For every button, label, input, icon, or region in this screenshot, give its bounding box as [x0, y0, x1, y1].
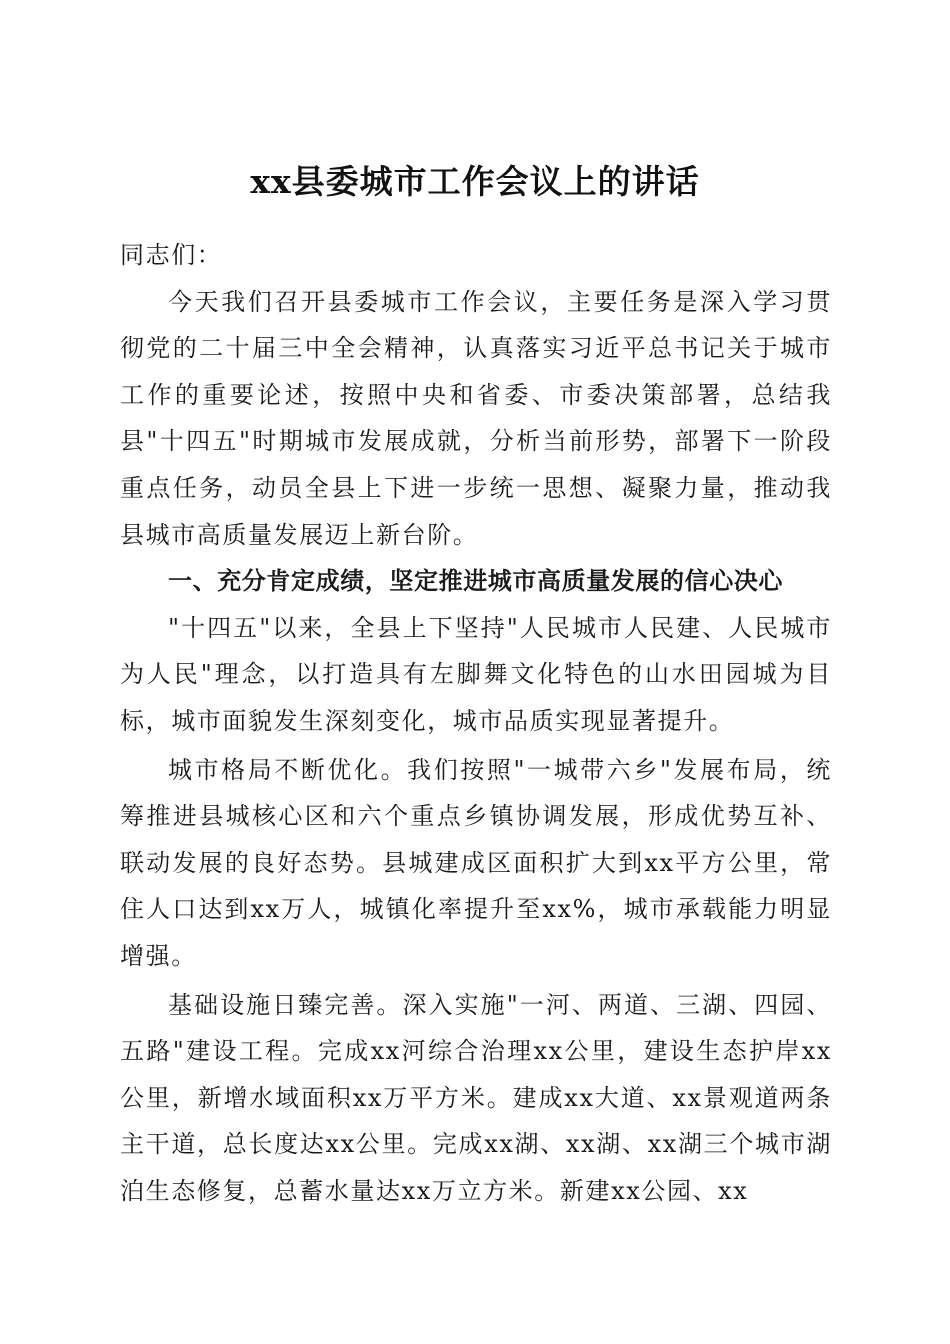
section-heading: 一、充分肯定成绩，坚定推进城市高质量发展的信心决心: [168, 567, 783, 596]
section-paragraph: 基础设施日臻完善。深入实施"一河、两道、三湖、四园、五路"建设工程。完成xx河综合治理xx公里，建设生态护岸xx公里，新增水域面积xx万平方米。建成xx大道、xx景观道两条主干道，总长度达xx公里。完成xx湖、xx湖、xx湖三个城市湖泊生态修复，总蓄水量达xx万立方米。新建xx公园、xx: [120, 990, 832, 1205]
salutation: 同志们：: [120, 241, 223, 269]
intro-paragraph: 今天我们召开县委城市工作会议，主要任务是深入学习贯彻党的二十届三中全会精神，认真落实习近平总书记关于城市工作的重要论述，按照中央和省委、市委决策部署，总结我县"十四五"时期城市发展成就，分析当前形势，部署下一阶段重点任务，动员全县上下进一步统一思想、凝聚力量，推动我县城市高质量发展迈上新台阶。: [120, 287, 832, 549]
section-paragraph: 城市格局不断优化。我们按照"一城带六乡"发展布局，统筹推进县城核心区和六个重点乡镇协调发展，形成优势互补、联动发展的良好态势。县城建成区面积扩大到xx平方公里，常住人口达到xx万人，城镇化率提升至xx%，城市承载能力明显增强。: [120, 755, 832, 970]
document-body: [120, 232, 832, 1214]
section-paragraph: "十四五"以来，全县上下坚持"人民城市人民建、人民城市为人民"理念，以打造具有左脚舞文化特色的山水田园城为目标，城市面貌发生深刻变化，城市品质实现显著提升。: [120, 613, 832, 735]
document-title: xx县委城市工作会议上的讲话: [250, 162, 700, 202]
